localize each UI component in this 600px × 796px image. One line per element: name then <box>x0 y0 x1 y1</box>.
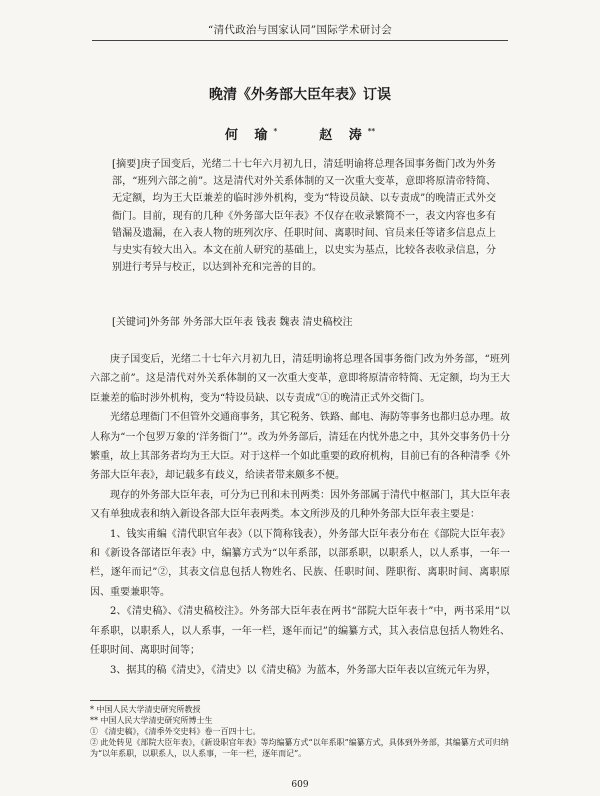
authors <box>0 124 600 143</box>
paragraph: 现存的外务部大臣年表，可分为已刊和未刊两类：因外务部属于清代中枢部门，其大臣年表又有单独成表和纳入新设各部大臣年表两类。本文所涉及的几种外务部大臣年表主要是： <box>90 489 510 521</box>
page-number: 609 <box>291 780 309 790</box>
body-text <box>90 350 510 680</box>
paragraph: 1、钱实甫编《清代职官年表》（以下简称钱表），外务部大臣年表分布在《部院大臣年表》和《新设各部诸臣年表》中，编纂方式为“以年系部，以部系职，以职系人，以人系事，一年一栏，逐年而记”②，其表文信息包括人物姓名、民族、任职时间、陛职衔、离职时间、离职原因、重要兼职等。 <box>90 528 510 598</box>
abstract: [摘要]庚子国变后，光绪二十七年六月初九日，清廷明谕将总理各国事务衙门改为外务部，“班列六部之前”。这是清代对外关系体制的又一次重大变革，意即将原清帝特简、无定额，均为王大臣兼差的临时涉外机构，变为“特设员缺、以专责成”的晚清正式外交衙门。目前，现有的几种《外务部大臣年表》不仅存在收录繁简不一，表文内容也多有错漏及遗漏，在入表人物的班列次序、任职时间、离职时间、官员来任等诸多信息点上与史实有较大出入。本文在前人研究的基础上，以史实为基点，比较各表收录信息，分别进行考异与校正，以达到补充和完善的目的。 <box>112 159 496 274</box>
paragraph: 2、《清史稿》、《清史稿校注》。外务部大臣年表在两书“部院大臣年表十”中，两书采用“以年系职，以职系人，以人系事，一年一栏，逐年而记”的编纂方式，其入表信息包括人物姓名、任职时间、离职时间等； <box>90 606 510 657</box>
author-mark: * <box>273 126 278 136</box>
footnote: * 中国人民大学清史研究所教授 <box>90 705 201 714</box>
paragraph: 光绪总理衙门不但管外交通商事务，其它税务、铁路、邮电、海防等事务也都归总办理。故人称为“一个包罗万象的‘洋务衙门’”。改为外务部后，清廷在内忧外患之中，其外交事务仍十分繁重，故上其部务者均为王大臣。对于这样一个如此重要的政府机构，目前已有的各种清季《外务部大臣年表》，却记载多有歧义，给读者带来颇多不便。 <box>90 412 510 482</box>
paragraph: 庚子国变后，光绪二十七年六月初九日，清廷明谕将总理各国事务衙门改为外务部，“班列六部之前”。这是清代对外关系体制的又一次重大变革，意即将原清帝特简、无定额，均为王大臣兼差的临时涉外机构，变为“特设员缺、以专责成”①的晚清正式外交衙门。 <box>90 354 510 404</box>
footnote: ① 《清史稿》，《清季外交史料》卷一百四十七。 <box>90 727 261 736</box>
footnote: ② 此处转见《部院大臣年表》，《新设职官年表》等均编纂方式“以年系职”编纂方式，具体到外务部，其编纂方式可归纳为“以年系职，以职系人，以人系事，一年一栏，逐年而记”。 <box>90 738 509 758</box>
header-rule <box>92 40 508 41</box>
author-mark: ** <box>367 126 376 136</box>
author-name: 赵 涛 <box>319 128 368 143</box>
footnote-rule <box>90 700 200 701</box>
author-name: 何 瑜 <box>224 128 274 143</box>
footnotes <box>90 704 510 759</box>
paragraph: 3、据其的稿《清史》，《清史》以《清史稿》为蓝本，外务部大臣年表以宣统元年为界， <box>110 664 497 676</box>
footnote: ** 中国人民大学清史研究所博士生 <box>90 716 213 725</box>
paper-title: 晚清《外务部大臣年表》订误 <box>209 87 391 103</box>
running-head: “清代政治与国家认同”国际学术研讨会 <box>207 24 393 36</box>
keywords: [关键词]外务部 外务部大臣年表 钱表 魏表 清史稿校注 <box>112 317 353 328</box>
